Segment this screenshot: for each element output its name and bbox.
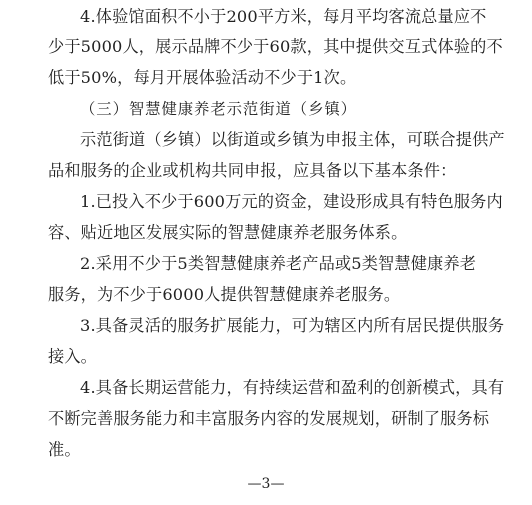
condition-4-line-2: 不断完善服务能力和丰富服务内容的发展规划，研制了服务标 bbox=[48, 409, 490, 428]
item-4-line-3: 低于50%，每月开展体验活动不少于1次。 bbox=[48, 68, 357, 87]
condition-2-line-1: 2.采用不少于5类智慧健康养老产品或5类智慧健康养老 bbox=[80, 254, 477, 273]
condition-2-line-2: 服务，为不少于6000人提供智慧健康养老服务。 bbox=[48, 285, 401, 304]
condition-1-line-1: 1.已投入不少于600万元的资金，建设形成具有特色服务内 bbox=[80, 192, 503, 211]
condition-3-line-1: 3.具备灵活的服务扩展能力，可为辖区内所有居民提供服务 bbox=[80, 316, 505, 335]
intro-line-2: 品和服务的企业或机构共同申报，应具备以下基本条件： bbox=[48, 161, 457, 180]
page-number: —3— bbox=[247, 476, 285, 492]
condition-3-line-2: 接入。 bbox=[48, 347, 98, 366]
item-4-line-1: 4.体验馆面积不小于200平方米，每月平均客流总量应不 bbox=[80, 7, 487, 26]
condition-1-line-2: 容、贴近地区发展实际的智慧健康养老服务体系。 bbox=[48, 223, 408, 242]
intro-line-1: 示范街道（乡镇）以街道或乡镇为申报主体，可联合提供产 bbox=[80, 130, 505, 149]
item-4-line-2: 少于5000人，展示品牌不少于60款，其中提供交互式体验的不 bbox=[48, 37, 503, 56]
section-heading: （三）智慧健康养老示范街道（乡镇） bbox=[80, 100, 357, 118]
condition-4-line-3: 准。 bbox=[48, 440, 81, 459]
condition-4-line-1: 4.具备长期运营能力，有持续运营和盈利的创新模式，具有 bbox=[80, 378, 505, 397]
